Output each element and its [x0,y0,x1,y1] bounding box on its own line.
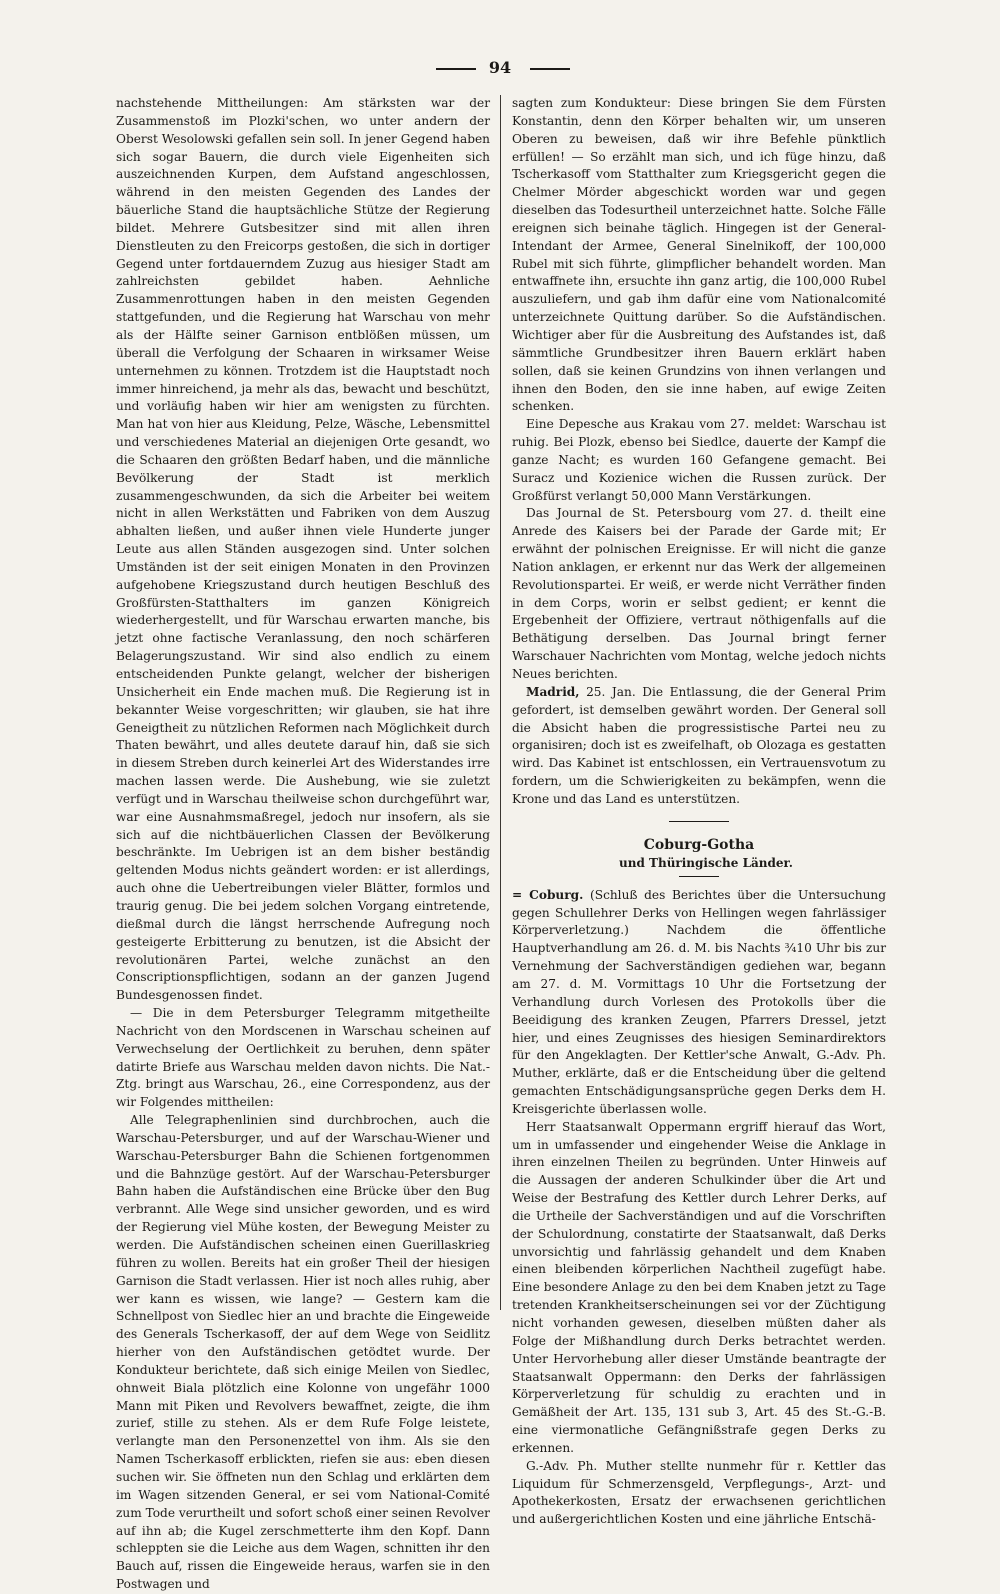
right-column [512,95,886,1529]
paragraph-text: 25. Jan. Die Entlassung, die der General Prim gefordert, ist demselben gewährt worden. Der General soll die Absicht haben die progressistische Partei neu zu organisiren; doch ist es zweifelhaft, ob Olozaga es gestatten wird. Das Kabinet ist entschlossen, ein Vertrauensvotum zu fordern, um die Schwierigkeiten zu bekämpfen, wenn die Krone und das Land es unterstützen. [512,684,886,806]
left-column [116,95,490,1594]
header-rule-right [530,68,570,70]
paragraph-text: (Schluß des Berichtes über die Untersuchung gegen Schullehrer Derks von Hellingen wegen fahrlässiger Körperverletzung.) Nachdem die öffentliche Hauptverhandlung am 26. d. M. bis Nachts ¾10 Uhr bis zur Vernehmung der Sachverständigen gediehen war, begann am 27. d. M. Vormittags 10 Uhr die Fortsetzung der Verhandlung durch Vorlesen des Protokolls über die Beeidigung des kranken Zeugen, Pfarrers Dressel, jetzt hier, und eines Zeugnisses des hiesigen Seminardirektors für den Angeklagten. Der Kettler'sche Anwalt, G.-Adv. Ph. Muther, erklärte, daß er die Entscheidung über die geltend gemachten Entschädigungsansprüche gegen Derks dem H. Kreisgerichte überlassen wolle. [512,887,886,1116]
paragraph: Herr Staatsanwalt Oppermann ergriff hierauf das Wort, um in umfassender und eingehender Weise die Anklage in ihren einzelnen Theilen zu begründen. Unter Hinweis auf die Aussagen der anderen Schulkinder über die Art und Weise der Bestrafung des Kettler durch Lehrer Derks, auf die Urtheile der Sachverständigen und auf die Vorschriften der Schulordnung, constatirte der Staatsanwalt, daß Derks unvorsichtig und fahrlässig gehandelt und dem Knaben einen bleibenden körperlichen Nachtheil zugefügt habe. Eine besondere Anlage zu den bei dem Knaben jetzt zu Tage tretenden Krankheitserscheinungen sei vor der Züchtigung nicht vorhanden gewesen, dieselben müßten daher als Folge der Mißhandlung durch Derks betrachtet werden. Unter Hervorhebung aller dieser Umstände beantragte der Staatsanwalt Oppermann: den Derks der fahrlässigen Körperverletzung für schuldig zu erachten und in Gemäßheit der Art. 135, 131 sub 3, Art. 45 des St.-G.-B. eine viermonatliche Gefängnißstrafe gegen Derks zu erkennen. [512,1119,886,1455]
dateline: = Coburg. [512,887,584,902]
coburg-paragraph [512,887,886,1119]
paragraph: Das Journal de St. Petersbourg vom 27. d. theilt eine Anrede des Kaisers bei der Parade der Garde mit; Er erwähnt der polnischen Ereignisse. Er will nicht die ganze Nation anklagen, er erkennt nur das Werk der allgemeinen Revolutionspartei. Er weiß, er werde nicht Verräther finden in dem Corps, worin er selbst gedient; er kennt die Ergebenheit der Offiziere, vertraut nöthigenfalls auf die Bethätigung derselben. Das Journal bringt ferner Warschauer Nachrichten vom Montag, welche jedoch nichts Neues berichten. [512,506,886,681]
paragraph: Eine Depesche aus Krakau vom 27. meldet: Warschau ist ruhig. Bei Plozk, ebenso bei Siedlce, dauerte der Kampf die ganze Nacht; es wurden 160 Gefangene gemacht. Bei Suracz und Kozienice wichen die Russen zurück. Der Großfürst verlangt 50,000 Mann Verstärkungen. [512,417,886,503]
paragraph: nachstehende Mittheilungen: Am stärksten war der Zusammenstoß im Plozki'schen, wo unter andern der Oberst Wesolowski gefallen sein soll. In jener Gegend haben sich sogar Bauern, die durch viele Eigenheiten sich auszeichnenden Kurpen, dem Aufstand angeschlossen, während in den meisten Gegenden des Landes der bäuerliche Stand die hauptsächliche Stütze der Regierung bildet. Mehrere Gutsbesitzer sind mit allen ihren Dienstleuten zu den Freicorps gestoßen, die sich in dortiger Gegend unter fortdauerndem Zuzug aus hiesiger Stadt am zahlreichsten gebildet haben. Aehnliche Zusammenrottungen haben in den meisten Gegenden stattgefunden, und die Regierung hat Warschau von mehr als der Hälfte seiner Garnison entblößen müssen, um überall die Verfolgung der Schaaren in wirksamer Weise unternehmen zu können. Trotzdem ist die Hauptstadt noch immer hinreichend, ja mehr als das, bewacht und beschützt, und vorläufig haben wir hier am wenigsten zu fürchten. Man hat von hier aus Kleidung, Pelze, Wäsche, Lebensmittel und verschiedenes Material an diejenigen Orte gesandt, wo die Schaaren den größten Bedarf haben, und die männliche Bevölkerung der Stadt ist merklich zusammengeschwunden, da sich die Arbeiter bei weitem nicht in allen Werkstätten und Fabriken von dem Auszug abhalten ließen, und außer ihnen viele Hunderte junger Leute aus allen Ständen ausgezogen sind. Unter solchen Umständen ist der seit einigen Monaten in den Provinzen aufgehobene Kriegszustand durch heutigen Beschluß des Großfürsten-Statthalters im ganzen Königreich wiederhergestellt, und für Warschau erwarten manche, bis jetzt ohne factische Veranlassung, den noch schärferen Belagerungszustand. Wir sind also endlich zu einem entscheidenden Punkte gelangt, welcher der bisherigen Unsicherheit ein Ende machen muß. Die Regierung ist in bekannter Weise vorgeschritten; wir glauben, sie hat ihre Geneigtheit zu nützlichen Reformen nach Möglichkeit durch Thaten bewährt, und alles deutete darauf hin, daß sie sich in diesem Streben durch keinerlei Art des Widerstandes irre machen lassen werde. Die Aushebung, wie sie zuletzt verfügt und in Warschau theilweise schon durchgeführt war, war eine Ausnahmsmaßregel, jedoch nur insofern, als sie sich auf die nichtbäuerlichen Classen der Bevölkerung beschränkte. Im Uebrigen ist an dem bisher beständig geltenden Modus nichts geändert worden: er ist allerdings, auch ohne die Uebertreibungen vieler Blätter, formlos und traurig genug. Die bei jedem solchen Vorgang eintretende, dießmal durch die längst herrschende Aufregung noch gesteigerte Erbitterung zu benutzen, ist die Absicht der revolutionären Partei, welche zunächst an den Conscriptionspflichtigen, sodann an der ganzen Jugend Bundesgenossen findet. [116,96,490,1003]
paragraph: — Die in dem Petersburger Telegramm mitgetheilte Nachricht von den Mordscenen in Warschau scheinen auf Verwechselung der Oertlichkeit zu beruhen, denn später datirte Briefe aus Warschau melden davon nichts. Die Nat.-Ztg. bringt aus Warschau, 26., eine Correspondenz, aus der wir Folgendes mittheilen: [116,1006,490,1110]
page-number: 94 [488,58,512,77]
paragraph: sagten zum Kondukteur: Diese bringen Sie dem Fürsten Konstantin, denn den Körper behalten wir, um unseren Oberen zu beweisen, daß wir ihre Befehle pünktlich erfüllen! — So erzählt man sich, und ich füge hinzu, daß Tscherkasoff vom Statthalter zum Kriegsgericht gegen die Chelmer Mörder abgeschickt worden war und gegen dieselben das Todesurtheil unterzeichnet hatte. Solche Fälle ereignen sich beinahe täglich. Hingegen ist der General-Intendant der Armee, General Sinelnikoff, der 100,000 Rubel mit sich führte, glimpflicher behandelt worden. Man entwaffnete ihn, ersuchte ihn ganz artig, die 100,000 Rubel auszuliefern, und gab ihm dafür eine vom Nationalcomité unterzeichnete Quittung darüber. So die Aufständischen. Wichtiger aber für die Ausbreitung des Aufstandes ist, daß sämmtliche Grundbesitzer ihren Bauern erklärt haben sollen, daß sie keinen Grundzins von ihnen verlangen und ihnen den Boden, den sie inne haben, auf ewige Zeiten schenken. [512,96,886,414]
section-separator [669,821,729,822]
madrid-paragraph [512,684,886,809]
dateline: Madrid, [526,684,580,699]
paragraph: G.-Adv. Ph. Muther stellte nunmehr für r. Kettler das Liquidum für Schmerzensgeld, Verpflegungs-, Arzt- und Apothekerkosten, Ersatz der erwachsenen gerichtlichen und außergerichtlichen Kosten und eine jährliche Entschä- [512,1458,886,1527]
title-separator [679,876,719,877]
page-header [0,52,1000,82]
section-subtitle: und Thüringische Länder. [619,855,793,870]
column-divider [500,95,501,1310]
paragraph: Alle Telegraphenlinien sind durchbrochen, auch die Warschau-Petersburger, und auf der Warschau-Wiener und Warschau-Petersburger Bahn die Schienen fortgenommen und die Bahnzüge gestört. Auf der Warschau-Petersburger Bahn haben die Aufständischen eine Brücke über den Bug verbrannt. Alle Wege sind unsicher geworden, und es wird der Regierung viel Mühe kosten, der Bewegung Meister zu werden. Die Aufständischen scheinen einen Guerillaskrieg führen zu wollen. Bereits hat ein großer Theil der hiesigen Garnison die Stadt verlassen. Hier ist noch alles ruhig, aber wer kann es wissen, wie lange? — Gestern kam die Schnellpost von Siedlec hier an und brachte die Eingeweide des Generals Tscherkasoff, der auf dem Wege von Seidlitz hierher von den Aufständischen getödtet wurde. Der Kondukteur berichtete, daß sich einige Meilen von Siedlec, ohnweit Biala plötzlich eine Kolonne von ungefähr 1000 Mann mit Piken und Revolvers bewaffnet, zeigte, die ihm zurief, stille zu stehen. Als er dem Rufe Folge leistete, verlangte man den Personenzettel von ihm. Als sie den Namen Tscherkasoff erblickten, riefen sie aus: eben diesen suchen wir. Sie öffneten nun den Schlag und erklärten dem im Wagen sitzenden General, er sei vom National-Comité zum Tode verurtheilt und sofort schoß einer seinen Revolver auf ihn ab; die Kugel zerschmetterte ihm den Kopf. Dann schleppten sie die Leiche aus dem Wagen, schnitten ihr den Bauch auf, rissen die Eingeweide heraus, warfen sie in den Postwagen und [116,1113,490,1592]
section-title: Coburg-Gotha [643,836,755,853]
